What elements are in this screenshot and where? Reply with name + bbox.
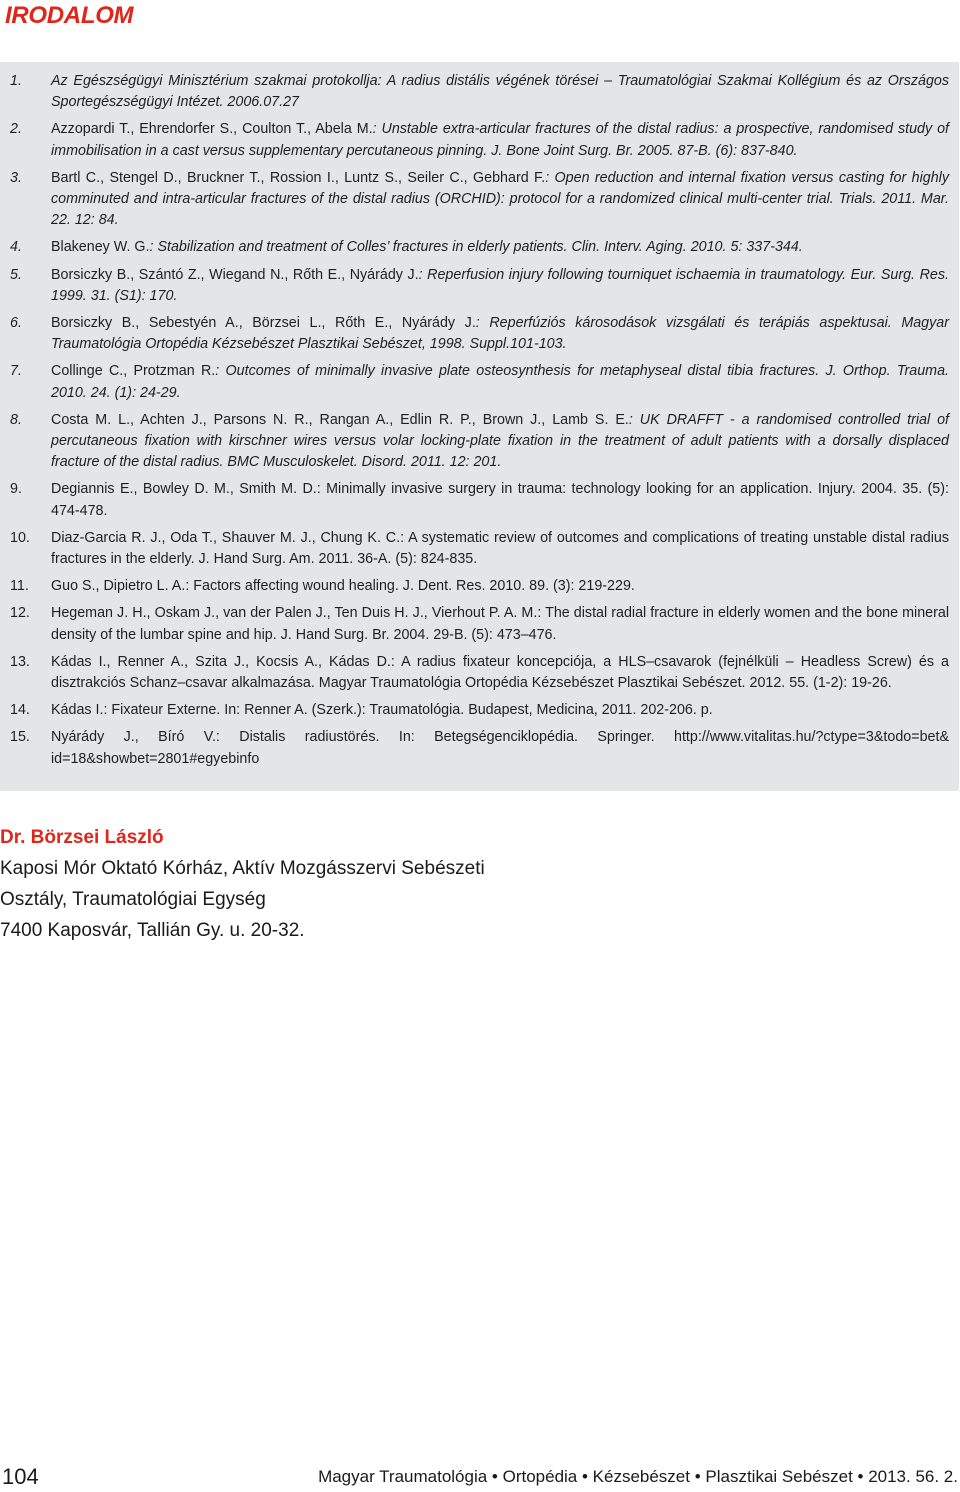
reference-number: 10. bbox=[10, 529, 30, 546]
reference-authors: Blakeney W. G. bbox=[51, 239, 150, 256]
reference-number: 4. bbox=[10, 239, 22, 256]
reference-text: : Open reduction and internal fixation versus casting for highly comminuted and intra-articular fractures of the distal radius (ORCHID): protocol for a randomized clinical multi-center trial. Trials. 2011. Mar. 22. 12: 84. bbox=[51, 169, 949, 229]
reference-number: 6. bbox=[10, 315, 22, 332]
reference-text: : Reperfusion injury following tourniquet ischaemia in traumatology. Eur. Surg. Res. 1999. 31. (S1): 170. bbox=[51, 266, 949, 304]
reference-item bbox=[10, 168, 949, 232]
reference-number: 7. bbox=[10, 363, 22, 380]
reference-item bbox=[10, 479, 949, 521]
reference-text: Az Egészségügyi Minisztérium szakmai protokollja: A radius distális végének törései – Traumatológiai Szakmai Kollégium és az Országos Sportegészségügyi Intézet. 2006.07.27 bbox=[51, 73, 949, 111]
reference-number: 1. bbox=[10, 73, 22, 89]
reference-text: : Outcomes of minimally invasive plate osteosynthesis for metaphyseal distal tibia fractures. J. Orthop. Trauma. 2010. 24. (1): 24-29. bbox=[51, 363, 949, 401]
reference-authors: Nyárády J., Bíró V. bbox=[51, 729, 216, 746]
page-number: 104 bbox=[2, 1464, 39, 1489]
reference-item bbox=[10, 603, 949, 645]
reference-item bbox=[10, 528, 949, 570]
reference-text: : The distal radial fracture in elderly women and the bone mineral density of the lumbar spine and hip. J. Hand Surg. Br. 2004. 29-B. (5): 473–476. bbox=[51, 605, 949, 643]
reference-number: 3. bbox=[10, 169, 22, 186]
reference-text: : Stabilization and treatment of Colles’ fractures in elderly patients. Clin. Interv. Aging. 2010. 5: 337-344. bbox=[149, 239, 803, 256]
reference-authors: Azzopardi T., Ehrendorfer S., Coulton T., Abela M. bbox=[51, 121, 373, 138]
reference-text: : Unstable extra-articular fractures of the distal radius: a prospective, randomised study of immobilisation in a cast versus supplementary percutaneous pinning. J. Bone Joint Surg. Br. 2005. 87-B. (6): 837-840. bbox=[51, 121, 949, 159]
reference-text: : A radius fixateur koncepciója, a HLS–csavarok (fejnélküli – Headless Screw) és a disztrakciós Schanz–csavar alkalmazása. Magyar Traumatológia Ortopédia Kézsebészet Plasztikai Sebészet. 2012. 55. (1-2): 19-26. bbox=[51, 653, 949, 692]
reference-number: 9. bbox=[10, 481, 22, 498]
reference-number: 12. bbox=[10, 605, 30, 622]
reference-number: 11. bbox=[10, 578, 29, 595]
reference-item bbox=[10, 237, 949, 258]
reference-item bbox=[10, 119, 949, 161]
reference-text: : A systematic review of outcomes and complications of treating unstable distal radius fractures in the elderly. J. Hand Surg. Am. 2011. 36-A. (5): 824-835. bbox=[51, 529, 949, 568]
reference-text: : Fixateur Externe. In: Renner A. (Szerk.): Traumatológia. Budapest, Medicina, 2011. 202-206. p. bbox=[103, 702, 713, 719]
reference-item bbox=[10, 410, 949, 474]
reference-item bbox=[10, 700, 949, 721]
reference-authors: Borsiczky B., Sebestyén A., Börzsei L., Rőth E., Nyárády J. bbox=[51, 315, 476, 332]
section-heading: IRODALOM bbox=[5, 2, 134, 29]
reference-authors: Bartl C., Stengel D., Bruckner T., Rossion I., Luntz S., Seiler C., Gebhard F. bbox=[51, 169, 546, 186]
reference-list bbox=[10, 71, 949, 770]
reference-authors: Hegeman J. H., Oskam J., van der Palen J., Ten Duis H. J., Vierhout P. A. M. bbox=[51, 605, 538, 622]
reference-item bbox=[10, 727, 949, 769]
reference-text: : Factors affecting wound healing. J. Dent. Res. 2010. 89. (3): 219-229. bbox=[185, 578, 635, 595]
reference-number: 13. bbox=[10, 653, 30, 670]
reference-box bbox=[0, 62, 959, 791]
reference-item bbox=[10, 652, 949, 694]
author-address: 7400 Kaposvár, Tallián Gy. u. 20-32. bbox=[0, 920, 305, 941]
reference-item bbox=[10, 313, 949, 355]
journal-footer: Magyar Traumatológia • Ortopédia • Kézsebészet • Plasztikai Sebészet • 2013. 56. 2. bbox=[318, 1467, 958, 1486]
reference-text: : UK DRAFFT - a randomised controlled trial of percutaneous fixation with kirschner wires versus volar locking-plate fixation in the treatment of adult patients with a dorsally displaced fracture of the distal radius. BMC Musculoskelet. Disord. 2011. 12: 201. bbox=[51, 411, 949, 471]
reference-text: : Minimally invasive surgery in trauma: technology looking for an application. Injury. 2004. 35. (5): 474-478. bbox=[51, 481, 949, 519]
author-affiliation-line-1: Kaposi Mór Oktató Kórház, Aktív Mozgásszervi Sebészeti bbox=[0, 858, 485, 879]
author-name: Dr. Börzsei László bbox=[0, 827, 164, 848]
reference-number: 8. bbox=[10, 411, 22, 428]
reference-authors: Costa M. L., Achten J., Parsons N. R., Rangan A., Edlin R. P., Brown J., Lamb S. E. bbox=[51, 411, 629, 428]
author-affiliation-line-2: Osztály, Traumatológiai Egység bbox=[0, 889, 266, 910]
reference-text: : Distalis radiustörés. In: Betegségenciklopédia. Springer. http://www.vitalitas.hu/?ctype=3&todo=bet& id=18&showbet=2801#egyebinfo bbox=[51, 729, 949, 767]
reference-text: : Reperfúziós károsodások vizsgálati és terápiás aspektusai. Magyar Traumatológia Ortopédia Kézsebészet Plasztikai Sebészet, 1998. Suppl.101-103. bbox=[51, 315, 949, 353]
reference-item bbox=[10, 265, 949, 307]
reference-number: 15. bbox=[10, 729, 30, 746]
reference-authors: Collinge C., Protzman R. bbox=[51, 363, 216, 380]
reference-authors: Degiannis E., Bowley D. M., Smith M. D. bbox=[51, 481, 317, 498]
reference-authors: Guo S., Dipietro L. A. bbox=[51, 578, 186, 595]
reference-number: 2. bbox=[10, 121, 22, 138]
reference-authors: Borsiczky B., Szántó Z., Wiegand N., Rőth E., Nyárády J. bbox=[51, 266, 419, 283]
reference-item bbox=[10, 71, 949, 113]
reference-item bbox=[10, 576, 949, 597]
reference-authors: Kádas I. bbox=[51, 702, 104, 719]
reference-number: 14. bbox=[10, 702, 30, 719]
reference-number: 5. bbox=[10, 266, 22, 283]
reference-item bbox=[10, 361, 949, 403]
reference-authors: Diaz-Garcia R. J., Oda T., Shauver M. J., Chung K. C. bbox=[51, 529, 401, 546]
reference-authors: Kádas I., Renner A., Szita J., Kocsis A., Kádas D. bbox=[51, 653, 391, 670]
author-block bbox=[0, 822, 485, 946]
